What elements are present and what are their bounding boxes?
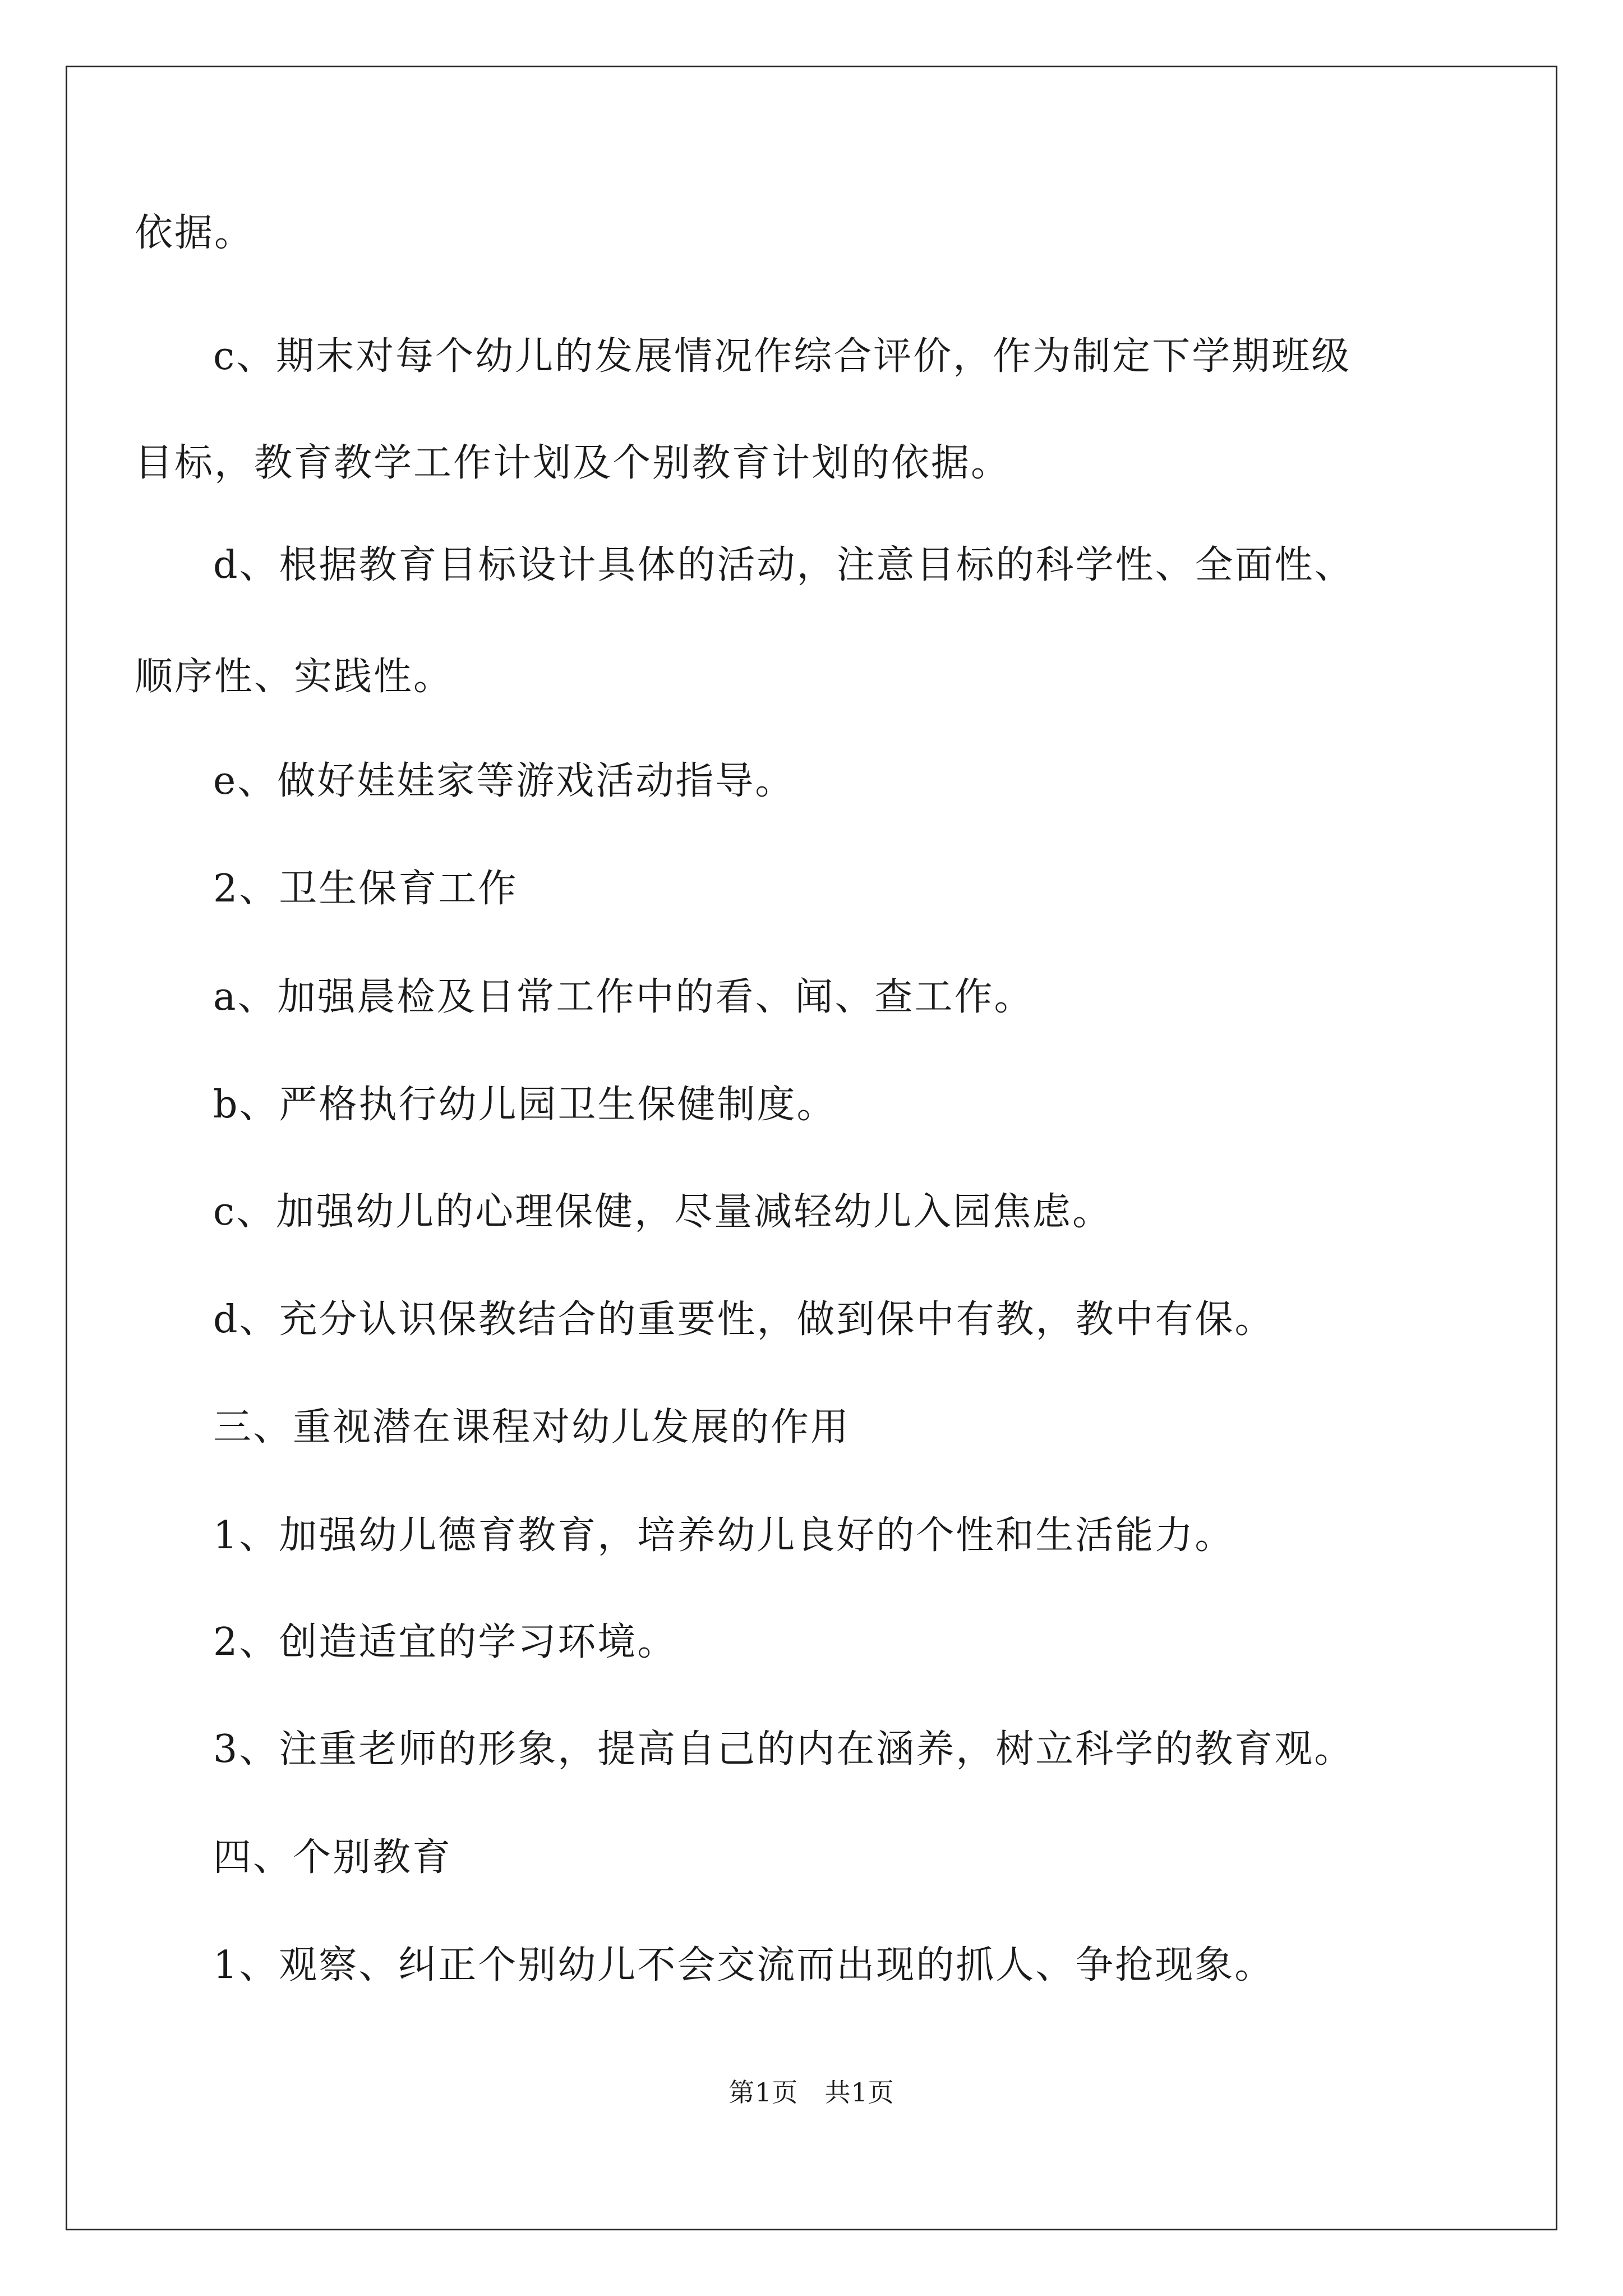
paragraph-line: 1、观察、纠正个别幼儿不会交流而出现的抓人、争抢现象。 bbox=[213, 1943, 1275, 1987]
page-number-footer: 第1页 共1页 bbox=[728, 2077, 895, 2108]
page-border bbox=[66, 66, 1557, 2230]
paragraph-line: 顺序性、实践性。 bbox=[135, 655, 454, 699]
paragraph-line: 3、注重老师的形象，提高自己的内在涵养，树立科学的教育观。 bbox=[213, 1727, 1354, 1772]
section-heading: 四、个别教育 bbox=[213, 1835, 453, 1880]
section-heading: 2、卫生保育工作 bbox=[213, 867, 518, 911]
paragraph-line: 依据。 bbox=[135, 211, 255, 255]
paragraph-line: d、根据教育目标设计具体的活动，注意目标的科学性、全面性、 bbox=[213, 543, 1354, 587]
paragraph-line: a、加强晨检及日常工作中的看、闻、查工作。 bbox=[213, 975, 1034, 1019]
paragraph-line: 1、加强幼儿德育教育，培养幼儿良好的个性和生活能力。 bbox=[213, 1513, 1235, 1558]
paragraph-line: b、严格执行幼儿园卫生保健制度。 bbox=[213, 1083, 837, 1127]
section-heading: 三、重视潜在课程对幼儿发展的作用 bbox=[213, 1405, 851, 1450]
paragraph-line: c、期末对每个幼儿的发展情况作综合评价，作为制定下学期班级 bbox=[213, 334, 1352, 379]
paragraph-line: 目标，教育教学工作计划及个别教育计划的依据。 bbox=[135, 441, 1011, 485]
paragraph-line: c、加强幼儿的心理保健，尽量减轻幼儿入园焦虑。 bbox=[213, 1190, 1113, 1234]
paragraph-line: e、做好娃娃家等游戏活动指导。 bbox=[213, 759, 795, 803]
paragraph-line: 2、创造适宜的学习环境。 bbox=[213, 1620, 677, 1664]
paragraph-line: d、充分认识保教结合的重要性，做到保中有教，教中有保。 bbox=[213, 1297, 1275, 1342]
